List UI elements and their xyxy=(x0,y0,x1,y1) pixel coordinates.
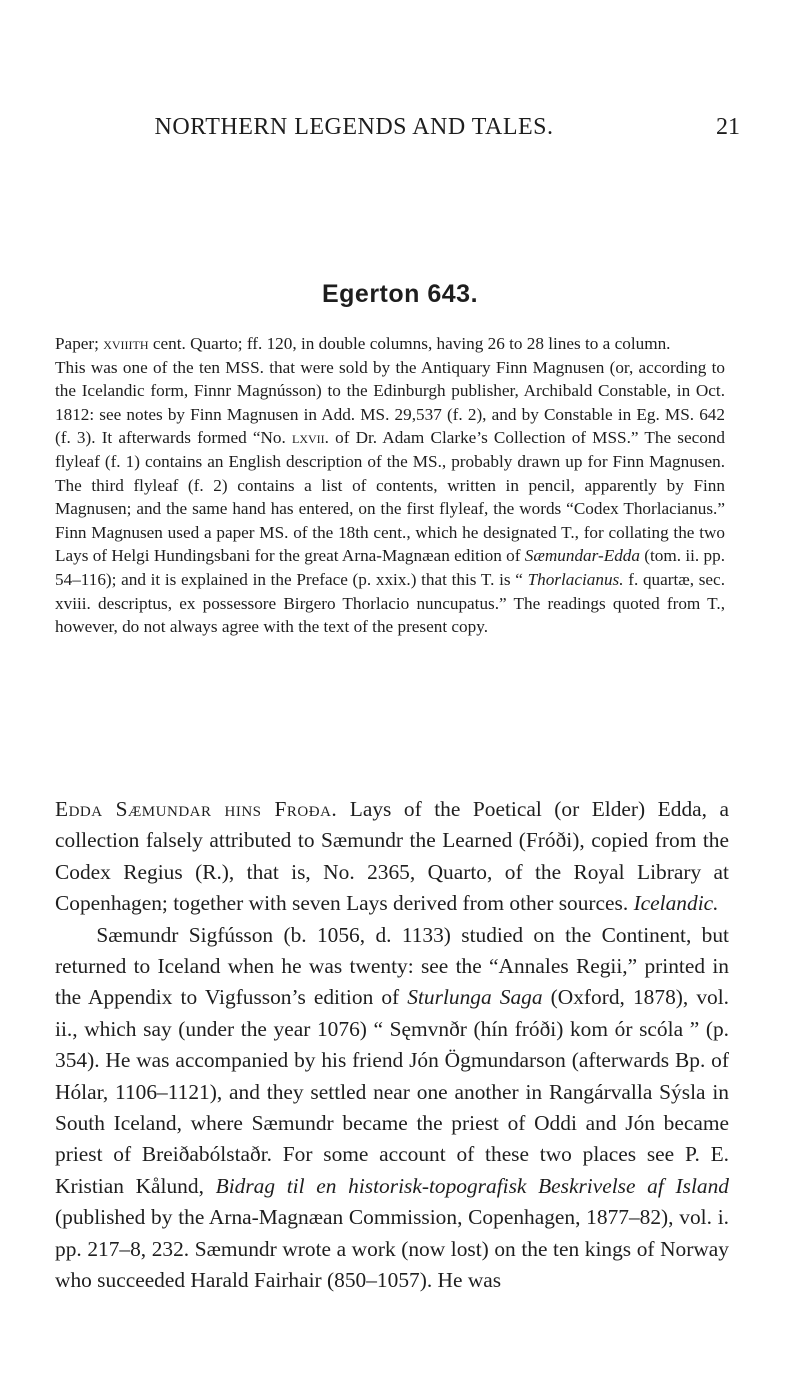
italic-title: Sturlunga Saga xyxy=(407,985,543,1010)
century-numeral: xviiith xyxy=(103,334,149,353)
text-run: (published by the Arna-Magnæan Commission, Copenhagen, 1877–82), vol. i. pp. 217–8, 232. Sæmundr wrote a work (now lost) on the ten kings of Norway who succeeded Harald Fairhair (850–1057). He was xyxy=(55,1205,729,1293)
entry-paragraph-2 xyxy=(55,920,729,1297)
running-head xyxy=(0,114,800,144)
italic-title: Bidrag til en historisk-topografisk Beskrivelse af Island xyxy=(215,1173,729,1198)
page-number: 21 xyxy=(716,114,740,140)
text-run: Paper; xyxy=(55,334,104,353)
manuscript-description xyxy=(55,332,725,639)
description-paragraph-2 xyxy=(55,356,725,639)
description-paragraph-1 xyxy=(55,332,725,356)
italic-title: Sæmundar-Edda xyxy=(524,546,640,566)
italic-quote: Thorlacianus. xyxy=(527,569,624,589)
text-run: f. quartæ, sec. xviii. descriptus, ex possessore Birgero Thorlacio nuncupatus.” The readings quoted from T., however, do not always agree with the text of the present copy. xyxy=(55,569,725,637)
text-run: Lays of the Poetical (or Elder) Edda, a collection falsely attributed to Sæmundr the Learned (Fróði), copied from the Codex Regius (R.), that is, No. 2365, Quarto, of the Royal Library at Copenhagen; together with seven Lays derived from other sources. xyxy=(55,797,729,916)
text-run: (tom. ii. pp. 54–116); and it is explained in the Preface (p. xxix.) that this T. is “ xyxy=(55,546,725,589)
manuscript-heading: Egerton 643. xyxy=(321,280,479,308)
text-run: (Oxford, 1878), vol. ii., which say (under the year 1076) “ Sęmvnðr (hín fróði) kom ór scóla ” (p. 354). He was accompanied by his friend Jón Ögmundarson (afterwards Bp. of Hólar, 1106–1121), and they settled near one another in Rangárvalla Sýsla in South Iceland, where Sæmundr became the priest of Oddi and Jón became priest of Breiðabólstaðr. For some account of these two places see P. E. Kristian Kålund, xyxy=(55,985,730,1198)
running-title: NORTHERN LEGENDS AND TALES. xyxy=(154,114,554,140)
text-run: Sæmundr Sigfússon (b. 1056, d. 1133) studied on the Continent, but returned to Iceland when he was twenty: see the “Annales Regii,” printed in the Appendix to Vigfusson’s edition of xyxy=(55,922,730,1010)
text-run: . of Dr. Adam Clarke’s Collection of MSS.” The second flyleaf (f. 1) contains an English description of the MS., probably drawn up for Finn Magnusen. The third flyleaf (f. 2) contains a list of contents, written in pencil, apparently by Finn Magnusen; and the same hand has entered, on the first flyleaf, the words “Codex Thorlacianus.” Finn Magnusen used a paper MS. of the 18th cent., which he designated T., for collating the two Lays of Helgi Hundingsbani for the great Arna-Magnæan edition of xyxy=(55,428,725,566)
language-label: Icelandic. xyxy=(633,891,719,916)
text-run: cent. Quarto; ff. 120, in double columns, having 26 to 28 lines to a column. xyxy=(148,334,671,353)
roman-numeral: lxvii xyxy=(291,428,325,448)
text-run: This was one of the ten MSS. that were sold by the Antiquary Finn Magnusen (or, according to the Icelandic form, Finnr Magnússon) to the Edinburgh publisher, Archibald Constable, in Oct. 1812: see notes by Finn Magnusen in Add. MS. 29,537 (f. 2), and by Constable in Eg. MS. 642 (f. 3). It afterwards formed “No. xyxy=(55,357,725,448)
catalogue-entry xyxy=(55,794,729,1297)
entry-title: Edda Sæmundar hins Froða. xyxy=(55,797,338,821)
entry-paragraph-1 xyxy=(55,794,729,920)
